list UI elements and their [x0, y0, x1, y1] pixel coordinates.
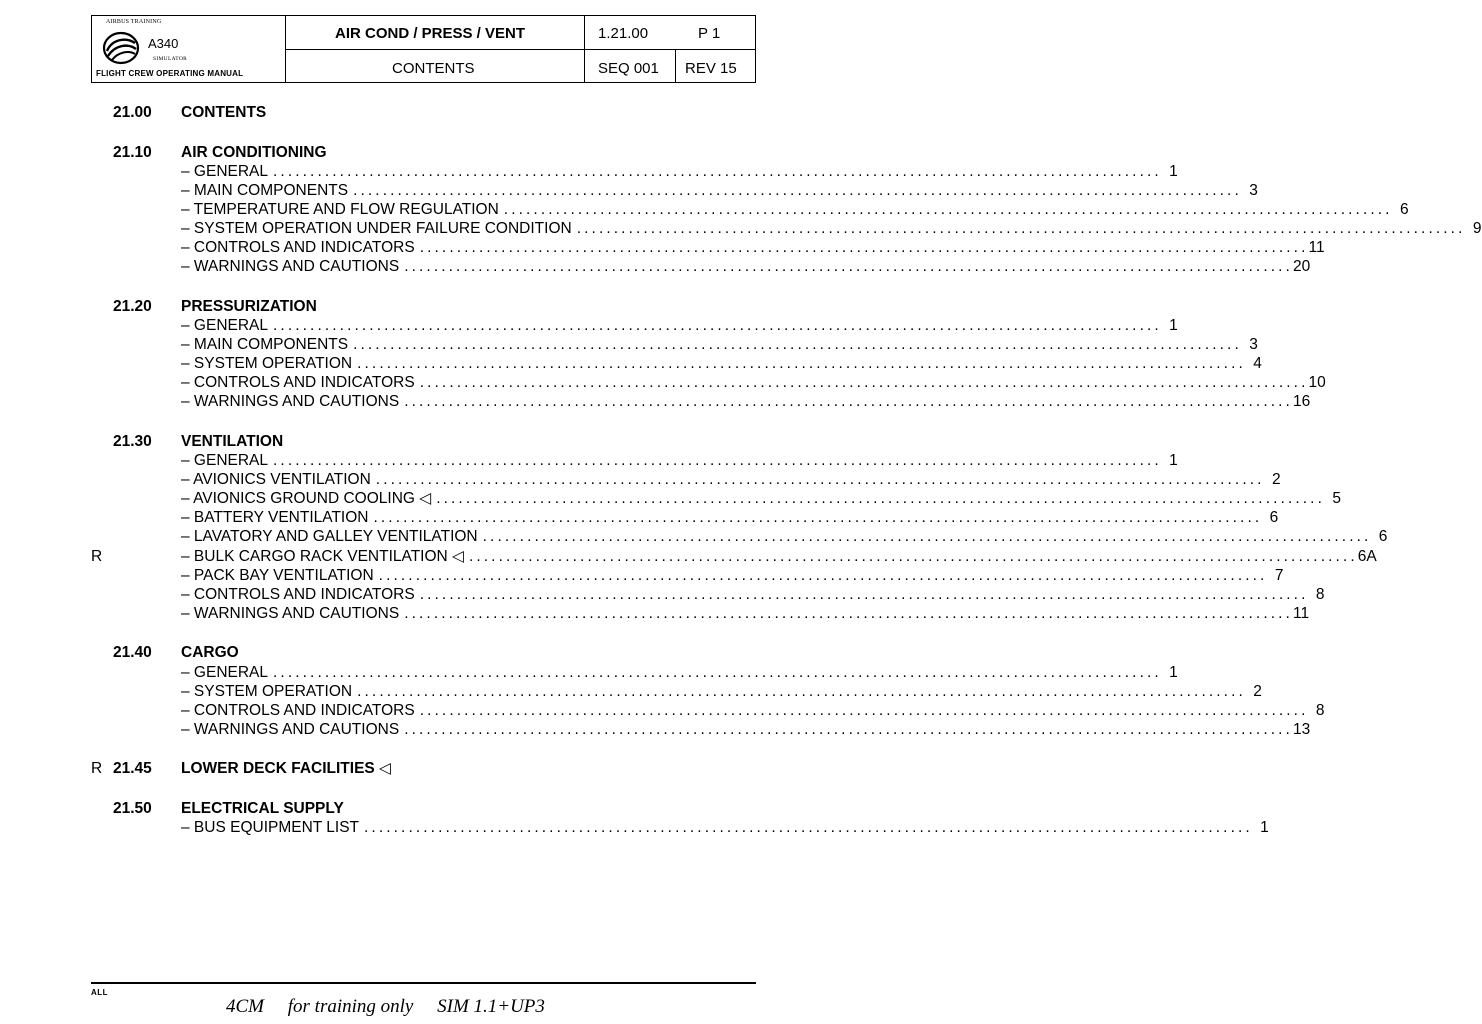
dot-leader: ........................................................................................................................ — [419, 374, 1309, 392]
revision-mark: R — [91, 547, 103, 565]
doc-reference: 1.21.00 — [598, 25, 649, 42]
page-number: P 1 — [698, 25, 721, 42]
toc-entry — [181, 181, 1258, 200]
toc-entry — [181, 528, 1388, 546]
toc-entry-label: – WARNINGS AND CAUTIONS — [181, 393, 400, 411]
toc-entry-page: 6 — [1269, 509, 1279, 527]
toc-entry-label: – AVIONICS GROUND COOLING ◁ — [181, 490, 432, 508]
section-title: CARGO — [181, 644, 239, 662]
dot-leader: ........................................................................................................................ — [576, 220, 1466, 237]
effectivity-label: ALL — [91, 988, 109, 997]
dot-leader: ........................................................................................................................ — [375, 471, 1265, 489]
toc-entry — [181, 701, 1325, 720]
toc-entry-label: – WARNINGS AND CAUTIONS — [181, 720, 400, 738]
toc-entry — [181, 509, 1279, 527]
org-name: AIRBUS TRAINING — [106, 19, 162, 25]
toc-entry-page: 11 — [1308, 239, 1325, 257]
toc-entry — [181, 471, 1281, 489]
header-divider — [675, 49, 676, 82]
toc-entry — [181, 585, 1325, 604]
toc-entry-page: 2 — [1253, 682, 1262, 700]
toc-entry-label: – BULK CARGO RACK VENTILATION ◁ — [181, 547, 464, 565]
dot-leader: ........................................................................................................................ — [357, 682, 1246, 700]
toc-entry — [181, 547, 1377, 566]
toc-entry-label: – PACK BAY VENTILATION — [181, 566, 374, 584]
dot-leader: ........................................................................................................................ — [357, 355, 1246, 373]
toc-entry-label: – WARNINGS AND CAUTIONS — [181, 604, 400, 622]
section-number: 21.10 — [113, 143, 152, 161]
section-title: VENTILATION — [181, 432, 284, 450]
header-divider — [285, 49, 755, 50]
toc-entry — [181, 663, 1178, 682]
footer-rule — [91, 982, 756, 984]
section-title: CONTENTS — [181, 104, 267, 121]
dot-leader: ........................................................................................................................ — [364, 819, 1253, 837]
dot-leader: ........................................................................................................................ — [404, 393, 1293, 411]
section-title: LOWER DECK FACILITIES ◁ — [181, 760, 391, 778]
dot-leader: ........................................................................................................................ — [404, 258, 1293, 276]
toc-entry — [181, 162, 1178, 181]
page-subtitle: CONTENTS — [392, 60, 475, 77]
toc-entry-label: – CONTROLS AND INDICATORS — [181, 585, 415, 603]
toc-entry-label: – SYSTEM OPERATION — [181, 355, 353, 373]
toc-entry-page: 1 — [1260, 819, 1269, 837]
toc-entry — [181, 452, 1178, 470]
toc-entry-page: 10 — [1308, 374, 1326, 392]
toc-entry-label: – MAIN COMPONENTS — [181, 181, 349, 199]
toc-entry-label: – CONTROLS AND INDICATORS — [181, 701, 415, 719]
toc-entry-label: – AVIONICS VENTILATION — [181, 471, 371, 489]
chapter-title: AIR COND / PRESS / VENT — [335, 25, 526, 42]
toc-entry-label: – BUS EQUIPMENT LIST — [181, 819, 360, 837]
dot-leader: ........................................................................................................................ — [468, 547, 1358, 565]
section-title: AIR CONDITIONING — [181, 143, 327, 161]
page-header — [91, 15, 756, 83]
dot-leader: ........................................................................................................................ — [436, 490, 1325, 508]
toc-entry-page: 20 — [1292, 258, 1311, 276]
section-number: 21.45 — [113, 760, 152, 778]
section-number: 21.30 — [113, 432, 152, 450]
toc-entry-page: 16 — [1292, 393, 1311, 411]
dot-leader: ........................................................................................................................ — [273, 663, 1162, 681]
toc-entry-label: – MAIN COMPONENTS — [181, 336, 349, 353]
toc-entry — [181, 682, 1262, 701]
toc-entry — [181, 720, 1311, 739]
toc-entry — [181, 239, 1325, 257]
toc-entry-page: 1 — [1169, 452, 1178, 469]
toc-entry-label: – TEMPERATURE AND FLOW REGULATION — [181, 200, 499, 218]
toc-entry — [181, 819, 1269, 837]
toc-entry-page: 3 — [1249, 181, 1258, 199]
toc-entry-page: 5 — [1332, 490, 1341, 508]
section-number: 21.50 — [113, 800, 152, 817]
toc-entry-label: – SYSTEM OPERATION UNDER FAILURE CONDITION — [181, 220, 572, 237]
toc-entry-page: 8 — [1315, 585, 1325, 603]
toc-entry — [181, 316, 1178, 335]
toc-entry-label: – CONTROLS AND INDICATORS — [181, 239, 415, 257]
toc-entry-label: – GENERAL — [181, 452, 269, 469]
toc-entry-label: – BATTERY VENTILATION — [181, 509, 369, 527]
toc-entry-page: 4 — [1253, 355, 1262, 373]
toc-entry-label: – WARNINGS AND CAUTIONS — [181, 258, 400, 276]
toc-entry-label: – GENERAL — [181, 162, 269, 180]
dot-leader: ........................................................................................................................ — [419, 239, 1309, 257]
toc-entry-page: 3 — [1249, 336, 1258, 353]
toc-entry — [181, 604, 1310, 623]
dot-leader: ........................................................................................................................ — [353, 181, 1242, 199]
dot-leader: ........................................................................................................................ — [419, 701, 1309, 719]
toc-entry-page: 13 — [1292, 720, 1311, 738]
training-note: 4CM for training only SIM 1.1+UP3 — [226, 996, 545, 1017]
toc-entry-page: 1 — [1169, 663, 1178, 681]
toc-entry-page: 9 — [1472, 220, 1482, 237]
dot-leader: ........................................................................................................................ — [503, 200, 1393, 218]
dot-leader: ........................................................................................................................ — [273, 316, 1162, 334]
toc-entry-page: 11 — [1292, 604, 1310, 622]
toc-entry-label: – GENERAL — [181, 316, 269, 334]
toc-entry-page: 2 — [1271, 471, 1281, 489]
dot-leader: ........................................................................................................................ — [404, 720, 1293, 738]
toc-entry-label: – SYSTEM OPERATION — [181, 682, 353, 700]
section-number: 21.40 — [113, 644, 152, 662]
simulator-label: SIMULATOR — [153, 56, 188, 62]
toc-entry-page: 6 — [1378, 528, 1388, 546]
toc-entry — [181, 374, 1326, 392]
toc-entry — [181, 200, 1409, 219]
toc-entry-page: 1 — [1169, 162, 1178, 180]
revision-number: REV 15 — [685, 60, 737, 77]
aircraft-type: A340 — [148, 36, 179, 51]
airbus-logo-icon — [102, 31, 140, 65]
toc-entry — [181, 336, 1258, 354]
revision-mark: R — [91, 760, 103, 778]
toc-entry — [181, 393, 1311, 411]
section-number: 21.00 — [113, 104, 152, 121]
toc-entry — [181, 220, 1482, 238]
toc-entry-label: – CONTROLS AND INDICATORS — [181, 374, 415, 392]
dot-leader: ........................................................................................................................ — [273, 452, 1162, 469]
dot-leader: ........................................................................................................................ — [353, 336, 1242, 353]
toc-entry-page: 6 — [1399, 200, 1409, 218]
section-title: PRESSURIZATION — [181, 297, 317, 315]
dot-leader: ........................................................................................................................ — [419, 585, 1309, 603]
toc-entry-label: – LAVATORY AND GALLEY VENTILATION — [181, 528, 478, 546]
toc-entry-page: 1 — [1169, 316, 1178, 334]
dot-leader: ........................................................................................................................ — [482, 528, 1372, 546]
dot-leader: ........................................................................................................................ — [273, 162, 1162, 180]
sequence-number: SEQ 001 — [598, 60, 659, 77]
toc-entry — [181, 566, 1284, 585]
dot-leader: ........................................................................................................................ — [404, 604, 1293, 622]
toc-entry-label: – GENERAL — [181, 663, 269, 681]
manual-title: FLIGHT CREW OPERATING MANUAL — [96, 69, 244, 78]
toc-entry-page: 8 — [1315, 701, 1325, 719]
toc-entry-page: 7 — [1274, 566, 1284, 584]
toc-entry — [181, 490, 1341, 508]
dot-leader: ........................................................................................................................ — [378, 566, 1268, 584]
toc-entry — [181, 355, 1262, 373]
toc-entry — [181, 258, 1311, 276]
toc-entry-page: 6A — [1357, 547, 1377, 565]
section-title: ELECTRICAL SUPPLY — [181, 800, 344, 817]
dot-leader: ........................................................................................................................ — [373, 509, 1263, 527]
section-number: 21.20 — [113, 297, 152, 315]
